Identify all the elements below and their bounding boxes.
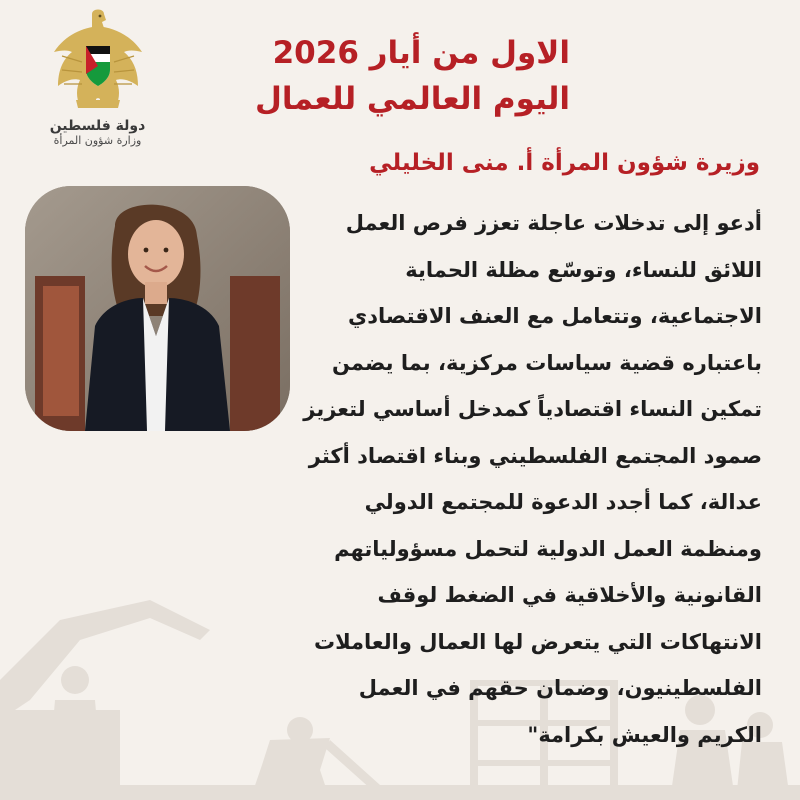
quote-line: اللائق للنساء، وتوسّع مظلة الحماية (405, 257, 762, 282)
quote-line: الانتهاكات التي يتعرض لها العمال والعاملات (313, 629, 762, 654)
quote-text (282, 200, 762, 758)
quote-line: تمكين النساء اقتصادياً كمدخل أساسي لتعزيز (303, 397, 762, 421)
quote-line: باعتباره قضية سياسات مركزية، بما يضمن (331, 350, 762, 375)
quote-line: أدعو إلى تدخلات عاجلة تعزز فرص العمل (345, 211, 762, 235)
minister-photo (25, 186, 290, 431)
title-event-line: اليوم العالمي للعمال (255, 81, 570, 117)
logo-country-name: دولة فلسطين (49, 118, 146, 134)
ministry-logo (40, 8, 155, 148)
logo-ministry-name: وزارة شؤون المرأة (53, 134, 142, 147)
speaker-name: وزيرة شؤون المرأة أ. منى الخليلي (369, 150, 760, 176)
quote-line: الكريم والعيش بكرامة" (527, 722, 762, 747)
palestine-eagle-emblem-icon (48, 8, 148, 116)
quote-line: الاجتماعية، وتتعامل مع العنف الاقتصادي (347, 304, 762, 328)
quote-line: القانونية والأخلاقية في الضغط لوقف (377, 583, 762, 607)
quote-line: الفلسطينيون، وضمان حقهم في العمل (358, 676, 762, 700)
title-date-line: الاول من أيار 2026 (272, 35, 570, 71)
quote-line: عدالة، كما أجدد الدعوة للمجتمع الدولي (364, 490, 762, 514)
quote-line: ومنظمة العمل الدولية لتحمل مسؤولياتهم (334, 536, 762, 561)
quote-line: صمود المجتمع الفلسطيني وبناء اقتصاد أكثر (308, 443, 762, 468)
page-title (150, 30, 570, 122)
